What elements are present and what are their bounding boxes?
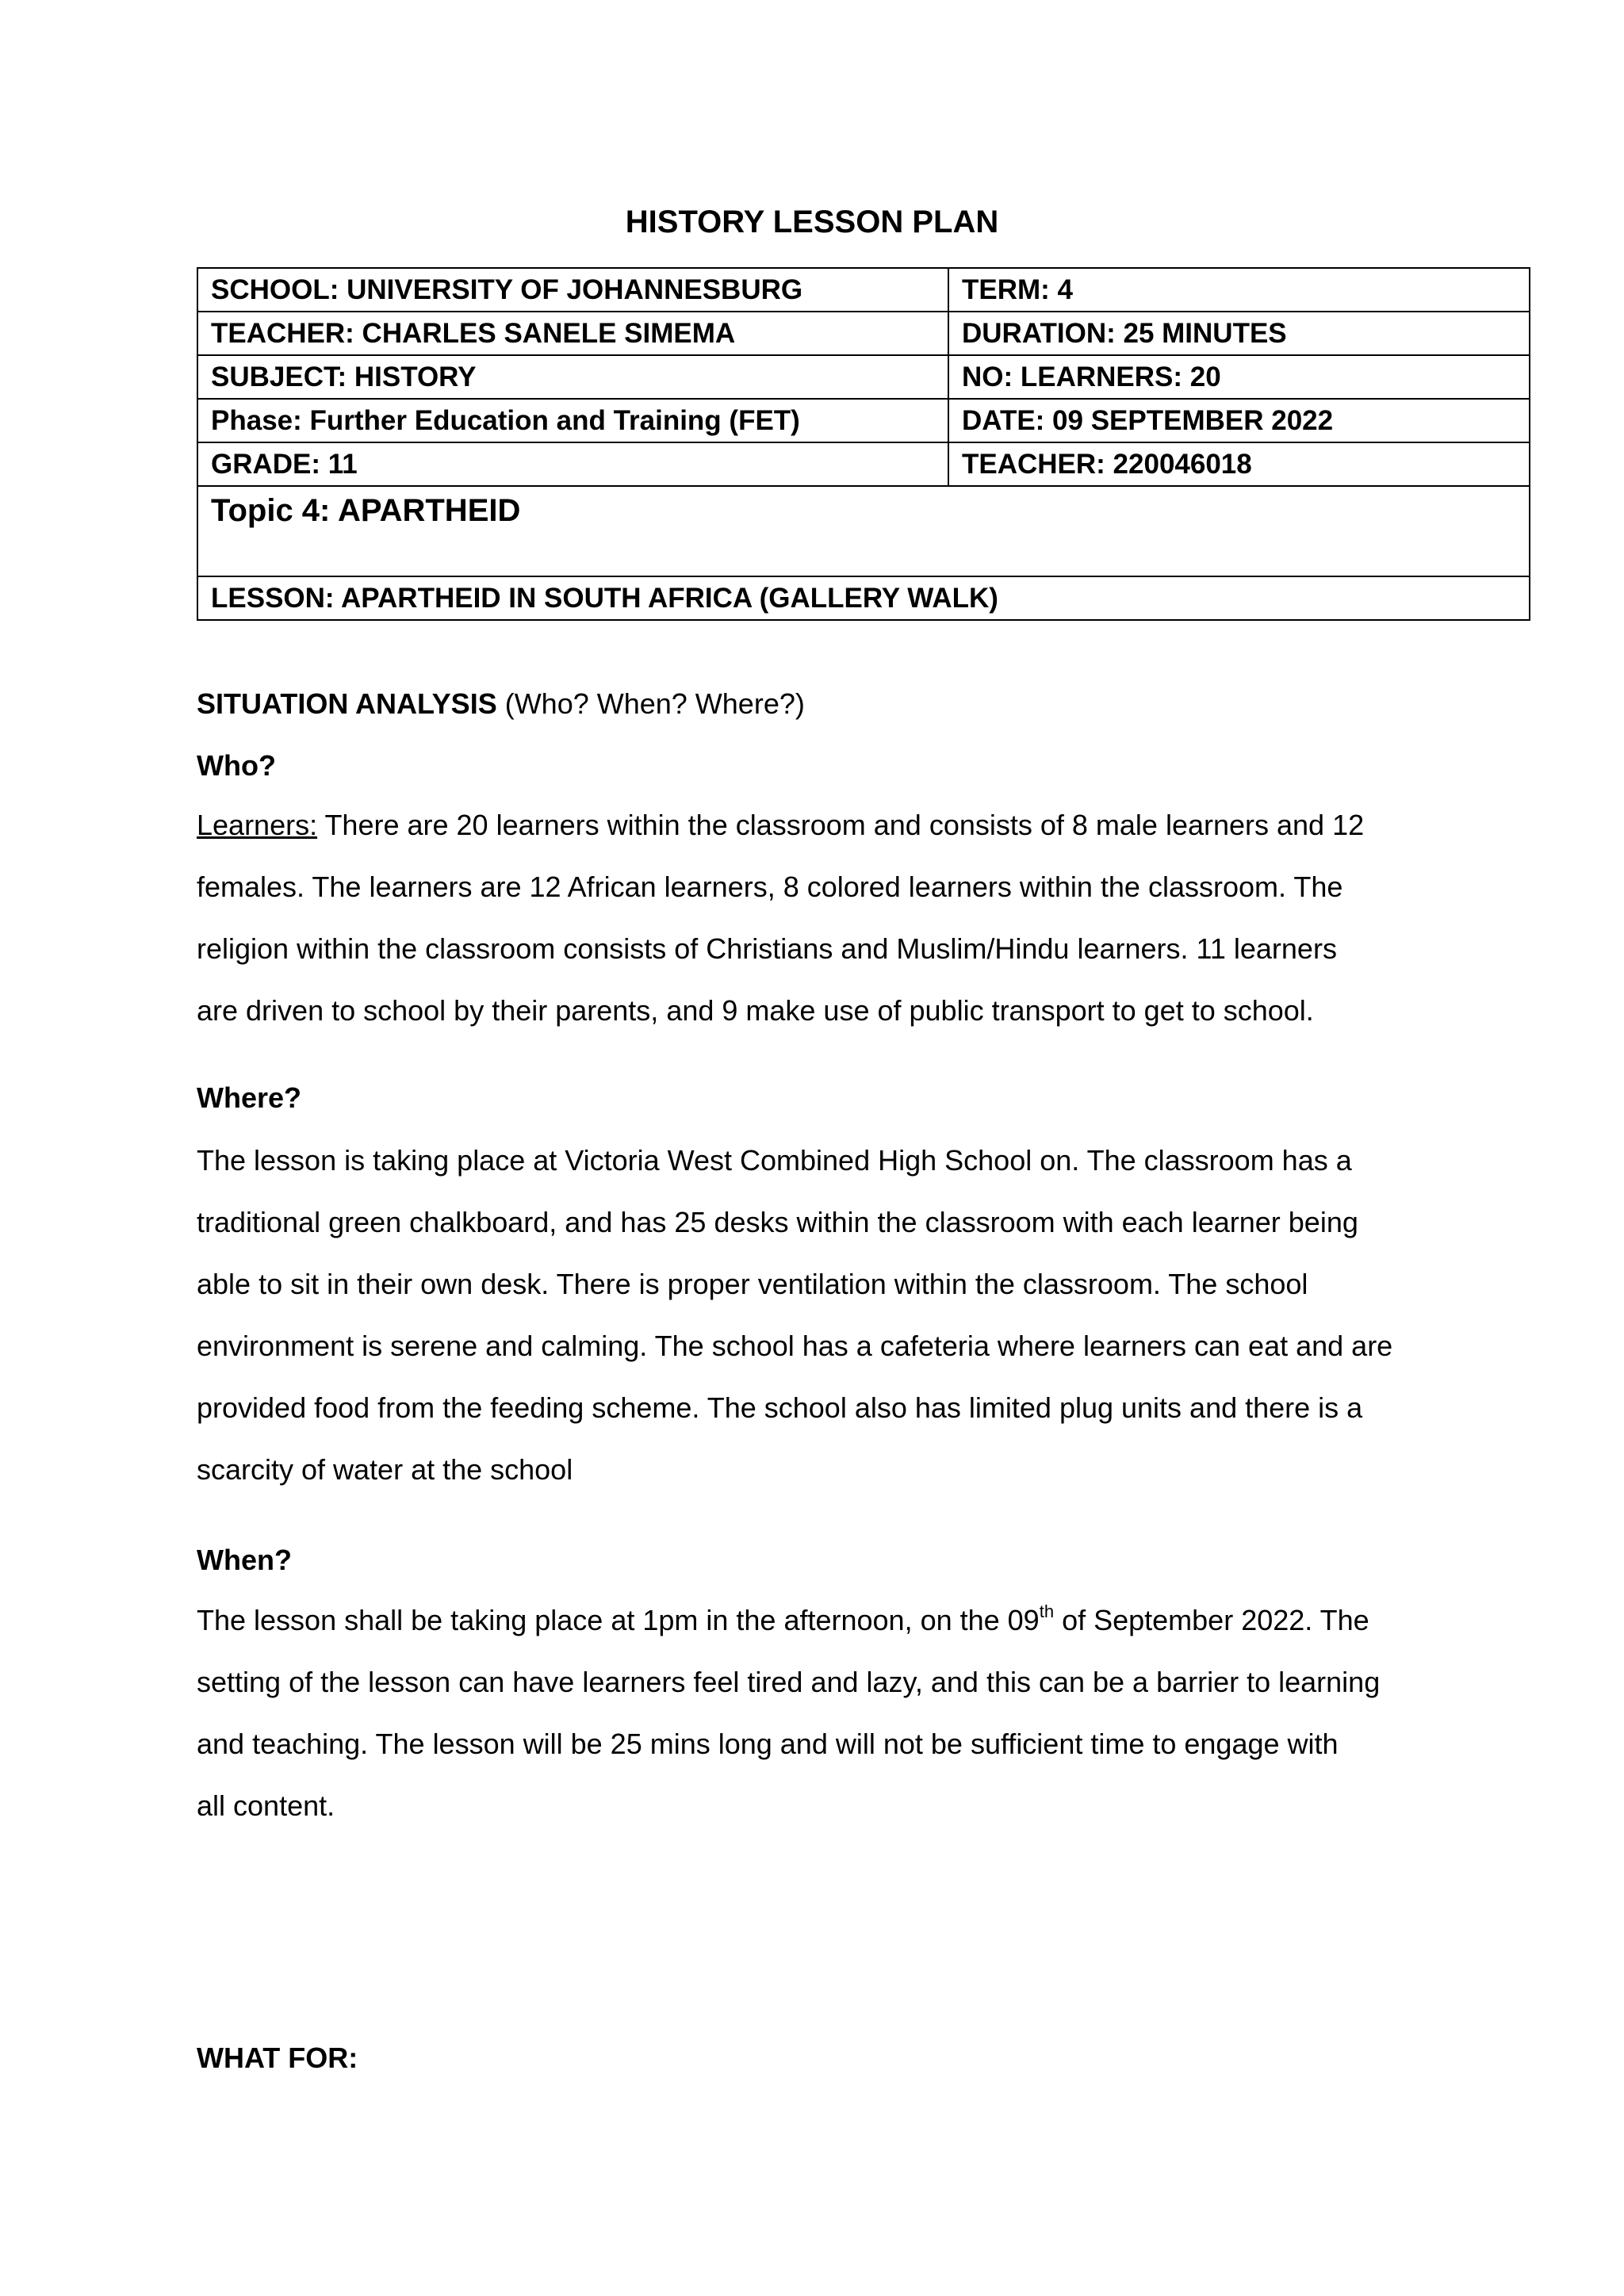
who-line: are driven to school by their parents, and 9 make use of public transport to get to school. [197,994,1314,1027]
info-teacher: TEACHER: CHARLES SANELE SIMEMA [197,312,948,355]
info-topic: Topic 4: APARTHEID [197,486,1530,576]
table-row [197,312,1530,355]
where-heading: Where? [197,1081,302,1114]
where-line: able to sit in their own desk. There is proper ventilation within the classroom. The school [197,1268,1308,1300]
info-term: TERM: 4 [948,268,1530,312]
lesson-info-table [197,267,1530,621]
info-subject: SUBJECT: HISTORY [197,355,948,399]
situation-analysis-subtitle: (Who? When? Where?) [496,687,805,720]
situation-analysis-label: SITUATION ANALYSIS [197,687,497,720]
table-row [197,399,1530,442]
who-line: religion within the classroom consists of Christians and Muslim/Hindu learners. 11 learners [197,932,1337,965]
where-line: The lesson is taking place at Victoria West Combined High School on. The classroom has a [197,1144,1352,1177]
info-learners: NO: LEARNERS: 20 [948,355,1530,399]
when-line: setting of the lesson can have learners feel tired and lazy, and this can be a barrier to learning [197,1666,1381,1698]
who-line-text: There are 20 learners within the classroom and consists of 8 male learners and 12 [317,809,1365,841]
where-line: scarcity of water at the school [197,1453,573,1486]
when-line: and teaching. The lesson will be 25 mins long and will not be sufficient time to engage with [197,1728,1339,1760]
who-paragraph [197,794,1434,1042]
when-line [197,1590,1434,1651]
where-line: traditional green chalkboard, and has 25 desks within the classroom with each learner being [197,1206,1358,1238]
info-lesson: LESSON: APARTHEID IN SOUTH AFRICA (GALLERY WALK) [197,576,1530,620]
where-line: environment is serene and calming. The school has a cafeteria where learners can eat and are [197,1330,1393,1362]
info-school: SCHOOL: UNIVERSITY OF JOHANNESBURG [197,268,948,312]
table-row [197,576,1530,620]
when-heading: When? [197,1544,292,1576]
where-line: provided food from the feeding scheme. The school also has limited plug units and there is a [197,1391,1363,1424]
info-duration: DURATION: 25 MINUTES [948,312,1530,355]
when-line-text: The lesson shall be taking place at 1pm in the afternoon, on the 09 [197,1604,1040,1636]
where-paragraph [197,1130,1434,1501]
what-for-heading: WHAT FOR: [197,2042,358,2074]
when-paragraph [197,1590,1434,1837]
table-row [197,442,1530,486]
page-title: HISTORY LESSON PLAN [625,205,999,239]
info-phase: Phase: Further Education and Training (FET) [197,399,948,442]
info-grade: GRADE: 11 [197,442,948,486]
who-heading: Who? [197,749,276,782]
table-row [197,268,1530,312]
who-line [197,794,1434,856]
when-line: all content. [197,1789,335,1822]
table-row [197,486,1530,576]
who-line: females. The learners are 12 African learners, 8 colored learners within the classroom. The [197,871,1343,903]
table-row [197,355,1530,399]
when-line-text: of September 2022. The [1054,1604,1369,1636]
situation-analysis-heading [197,680,1434,728]
ordinal-suffix: th [1039,1601,1055,1621]
learners-label: Learners: [197,809,318,841]
info-date: DATE: 09 SEPTEMBER 2022 [948,399,1530,442]
info-teacher-number: TEACHER: 220046018 [948,442,1530,486]
